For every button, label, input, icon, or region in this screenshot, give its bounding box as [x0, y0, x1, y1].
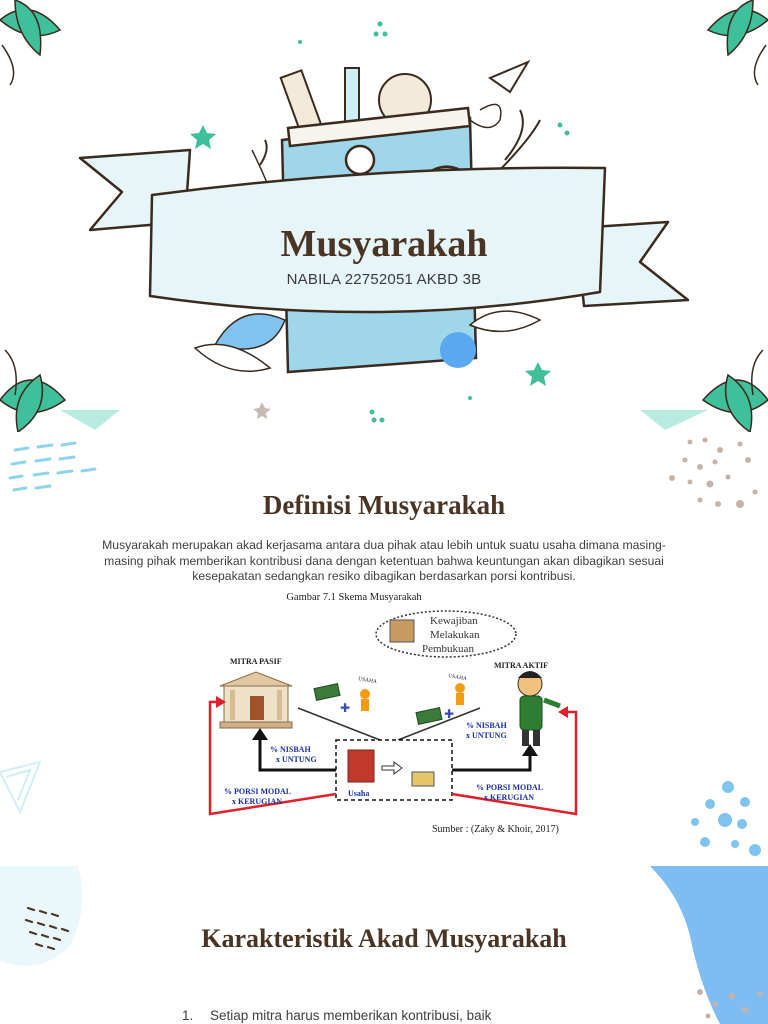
plus-icon: ✚: [340, 701, 351, 715]
porsi-right-line-2: x KERUGIAN: [484, 793, 535, 802]
goods-icon: [412, 772, 434, 786]
list-item-number: 1.: [182, 1008, 194, 1023]
section-title: Definisi Musyarakah: [262, 490, 506, 520]
bubble-line-3: Pembukuan: [422, 643, 474, 655]
list-item: [182, 1008, 491, 1023]
mitra-aktif-label: MITRA AKTIF: [494, 661, 549, 670]
characteristics-slide: [0, 866, 768, 1024]
nisbah-right-line-2: x UNTUNG: [466, 731, 507, 740]
leaf-icon: [708, 0, 768, 85]
nisbah-left-line-2: x UNTUNG: [276, 755, 317, 764]
author-subtitle: NABILA 22752051 AKBD 3B: [286, 271, 482, 288]
section-title: Karakteristik Akad Musyarakah: [201, 924, 567, 953]
definition-paragraph: Musyarakah merupakan akad kerjasama antara dua pihak atau lebih untuk suatu usaha dimana masing-masing pihak memberikan kontribusi dana dengan ketentuan bahwa keuntungan akan dibagikan sesuai kesepakatan sedangkan resiko dibagikan berdasarkan porsi kontribusi.: [102, 538, 666, 583]
definition-slide: [0, 432, 768, 866]
figure-source: Sumber : (Zaky & Khoir, 2017): [432, 824, 559, 835]
list-item-text: Setiap mitra harus memberikan kontribusi, baik: [210, 1008, 492, 1023]
shop-icon: [348, 750, 374, 782]
usaha-small-label: USAHA: [357, 676, 378, 686]
nisbah-left-line-1: % NISBAH: [270, 745, 311, 754]
cover-illustration: [0, 0, 768, 432]
plus-icon: ✚: [444, 707, 455, 721]
bubble-line-1: Kewajiban: [430, 615, 478, 627]
bubble-line-2: Melakukan: [430, 629, 480, 641]
figure-caption: Gambar 7.1 Skema Musyarakah: [286, 592, 422, 603]
bank-icon: [220, 672, 292, 728]
usaha-box-label: Usaha: [348, 789, 370, 798]
leaf-icon: [640, 350, 768, 432]
money-icon: [314, 684, 442, 725]
cover-slide: [0, 0, 768, 432]
nisbah-right-line-1: % NISBAH: [466, 721, 507, 730]
mitra-pasif-label: MITRA PASIF: [230, 657, 282, 666]
leaf-icon: [0, 350, 120, 432]
leaf-icon: [0, 0, 60, 85]
ledger-icon: [390, 620, 414, 642]
porsi-left-line-1: % PORSI MODAL: [224, 787, 292, 796]
porsi-left-line-2: x KERUGIAN: [232, 797, 283, 806]
usaha-small-label: USAHA: [447, 673, 468, 683]
page-title: Musyarakah: [280, 223, 488, 265]
porsi-right-line-1: % PORSI MODAL: [476, 783, 544, 792]
person-icon: [518, 671, 560, 746]
musyarakah-scheme-figure: [120, 588, 598, 842]
